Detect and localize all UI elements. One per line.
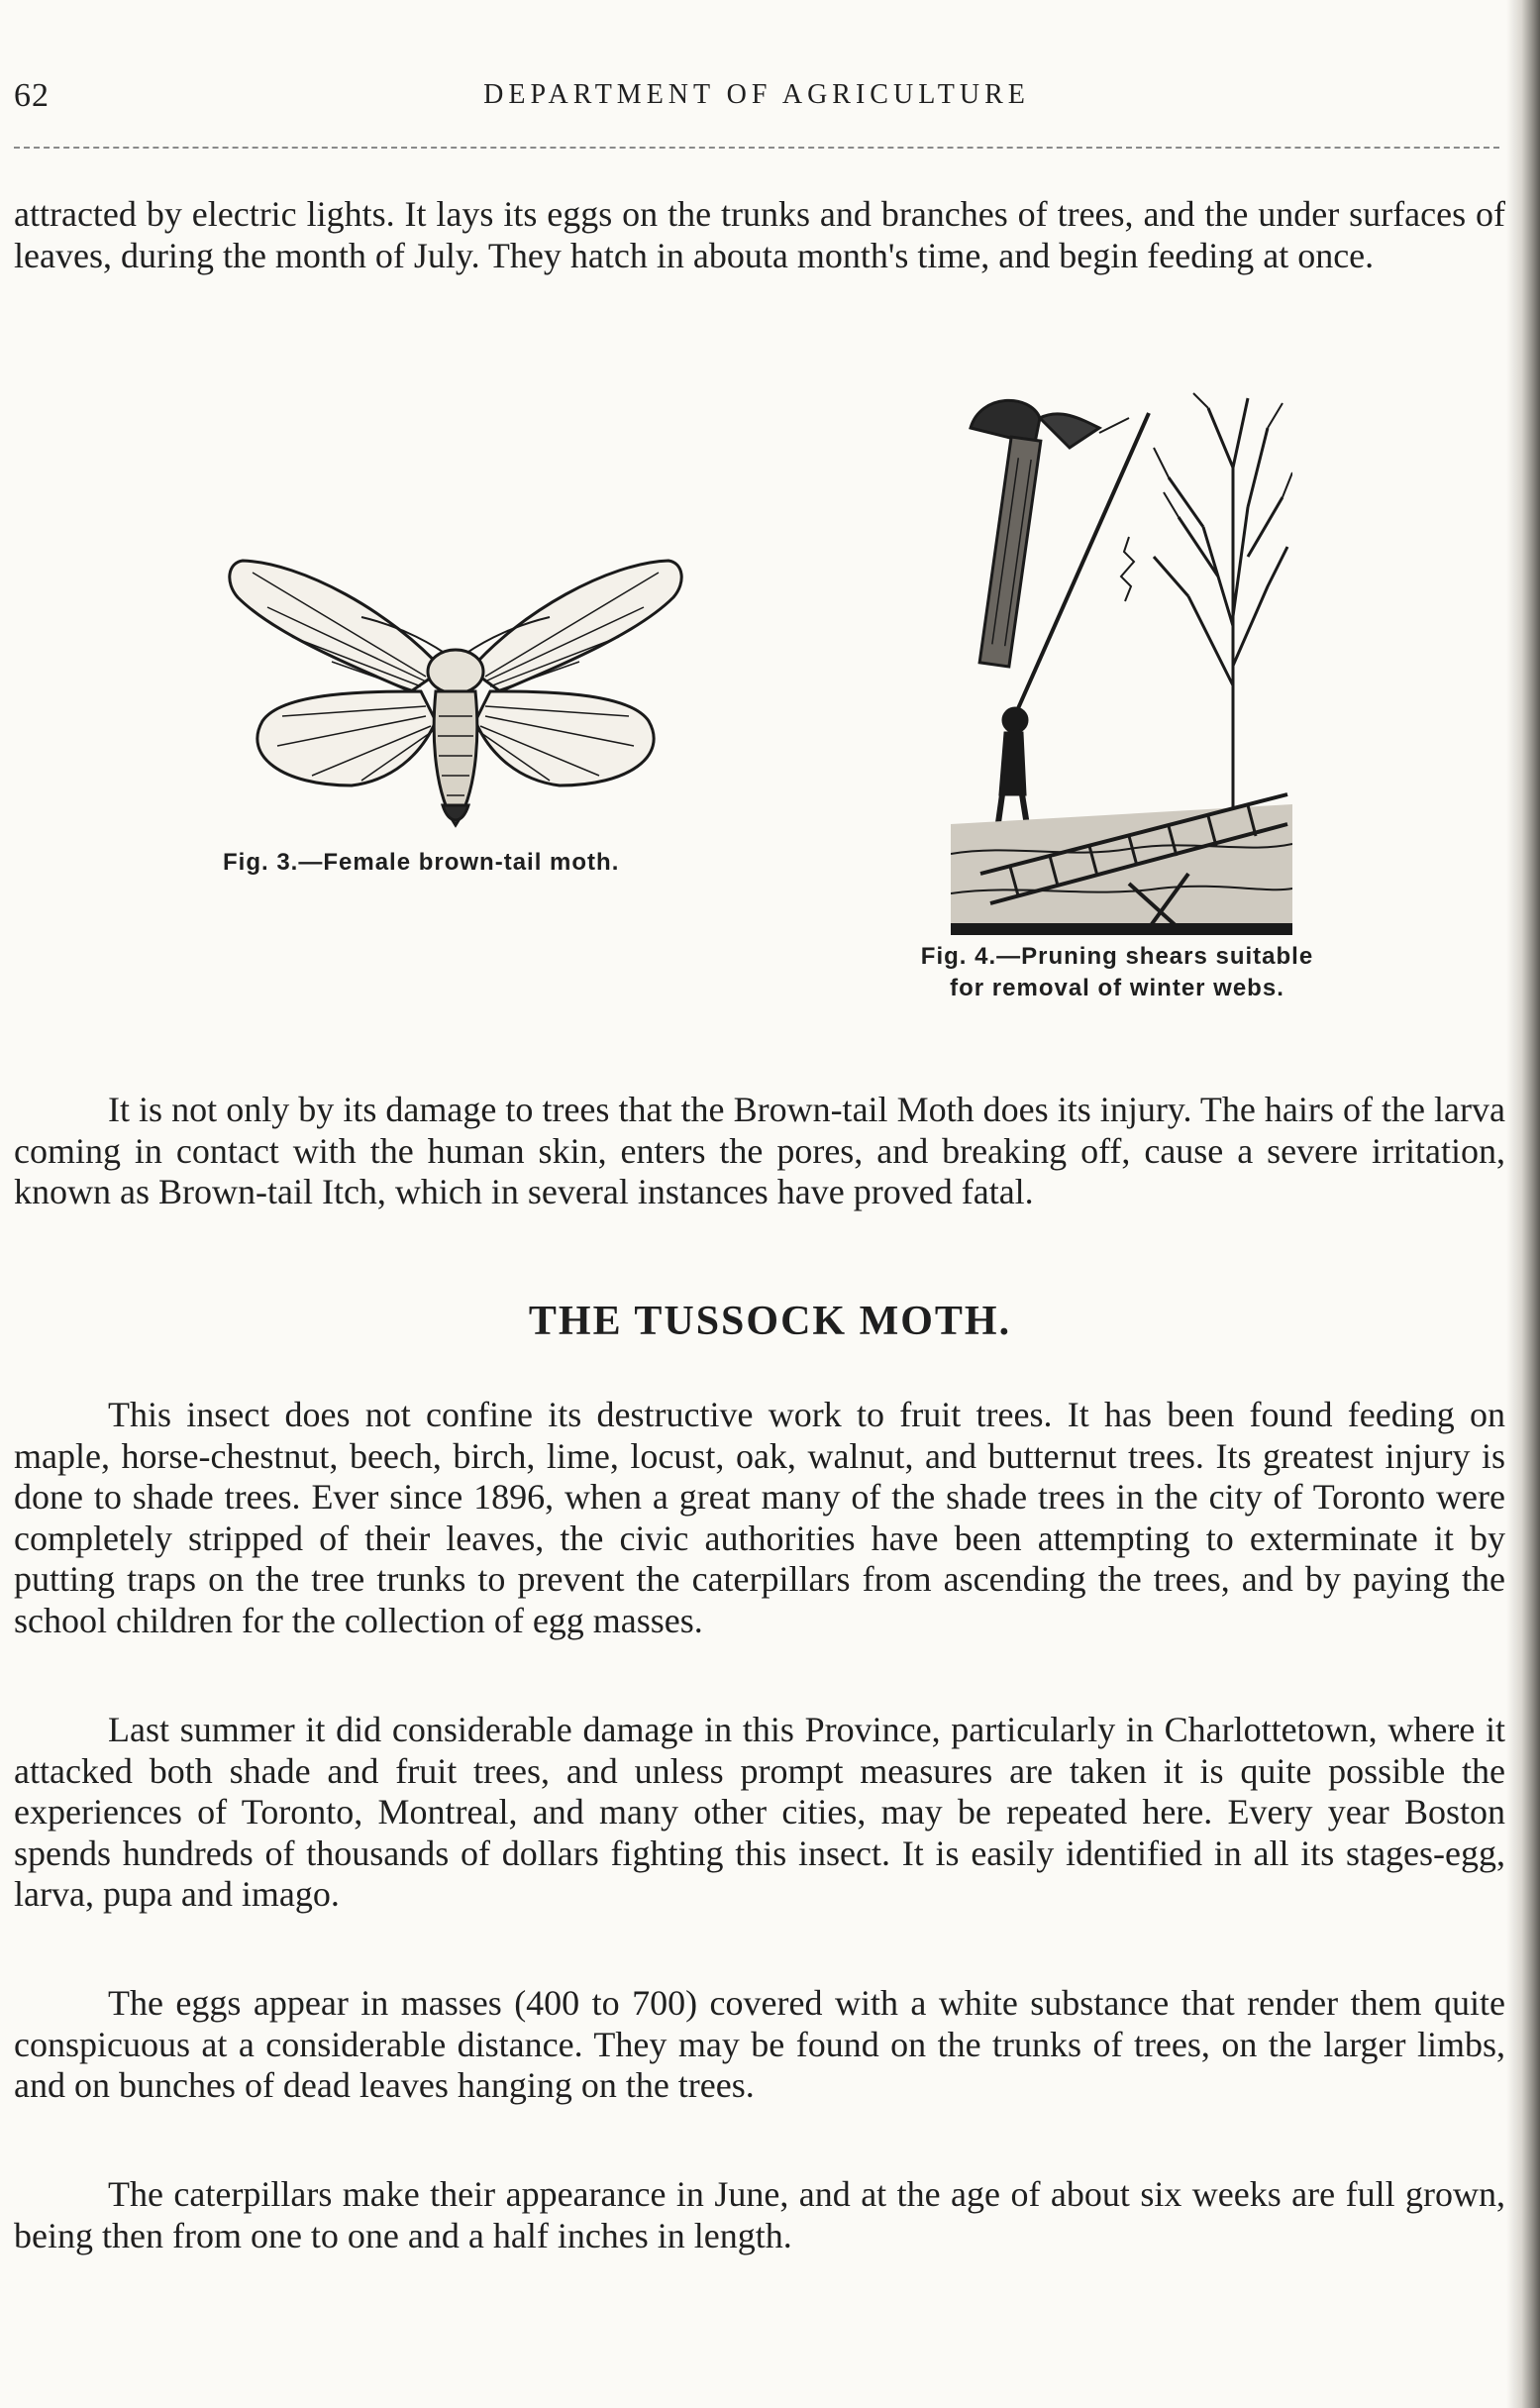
intro-paragraph: attracted by electric lights. It lays its eggs on the trunks and branches of trees, and the under surfaces of leaves, during the month of July. They hatch in abouta month's time, and begin feeding at once. <box>14 194 1505 275</box>
pruning-shears-icon <box>951 388 1292 935</box>
tussock-paragraph-4: The caterpillars make their appearance in June, and at the age of about six weeks are full grown, being then from one to one and a half inches in length. <box>14 2174 1505 2255</box>
section-title: THE TUSSOCK MOTH. <box>528 1299 1012 1344</box>
fig4-pruning-illustration <box>951 388 1292 935</box>
page-binding-shadow <box>1506 0 1540 2408</box>
fig4-caption: Fig. 4.—Pruning shears suitable for removal of winter webs. <box>920 943 1314 1001</box>
fig3-caption: Fig. 3.—Female brown-tail moth. <box>223 849 620 876</box>
page-number: 62 <box>14 77 50 114</box>
header-rule <box>14 147 1499 149</box>
tussock-paragraph-2: Last summer it did considerable damage in this Province, particularly in Charlottetown, where it attacked both shade and fruit trees, and unless prompt measures are taken it is quite possible the experiences of Toronto, Montreal, and many other cities, may be repeated here. Every year Boston spends hundreds of thousands of dollars fighting this insect. It is easily identified in all its stages-egg, larva, pupa and imago. <box>14 1710 1505 1914</box>
brown-tail-paragraph: It is not only by its damage to trees that the Brown-tail Moth does its injury. The hairs of the larva coming in contact with the human skin, enters the pores, and breaking off, cause a severe irritation, known as Brown-tail Itch, which in several instances have proved fatal. <box>14 1090 1505 1211</box>
page-header <box>14 77 1499 127</box>
moth-icon <box>223 543 688 835</box>
fig3-moth-illustration <box>223 543 688 835</box>
tussock-paragraph-3: The eggs appear in masses (400 to 700) covered with a white substance that render them quite conspicuous at a considerable distance. They may be found on the trunks of trees, on the larger limbs, and on bunches of dead leaves hanging on the trees. <box>14 1983 1505 2105</box>
running-title: DEPARTMENT OF AGRICULTURE <box>483 79 1030 110</box>
tussock-paragraph-1: This insect does not confine its destructive work to fruit trees. It has been found feeding on maple, horse-chestnut, beech, birch, lime, locust, oak, walnut, and butternut trees. Its greatest injury is done to shade trees. Ever since 1896, when a great many of the shade trees in the city of Toronto were completely stripped of their leaves, the civic authorities have been attempting to exterminate it by putting traps on the tree trunks to prevent the caterpillars from ascending the trees, and by paying the school children for the collection of egg masses. <box>14 1395 1505 1640</box>
